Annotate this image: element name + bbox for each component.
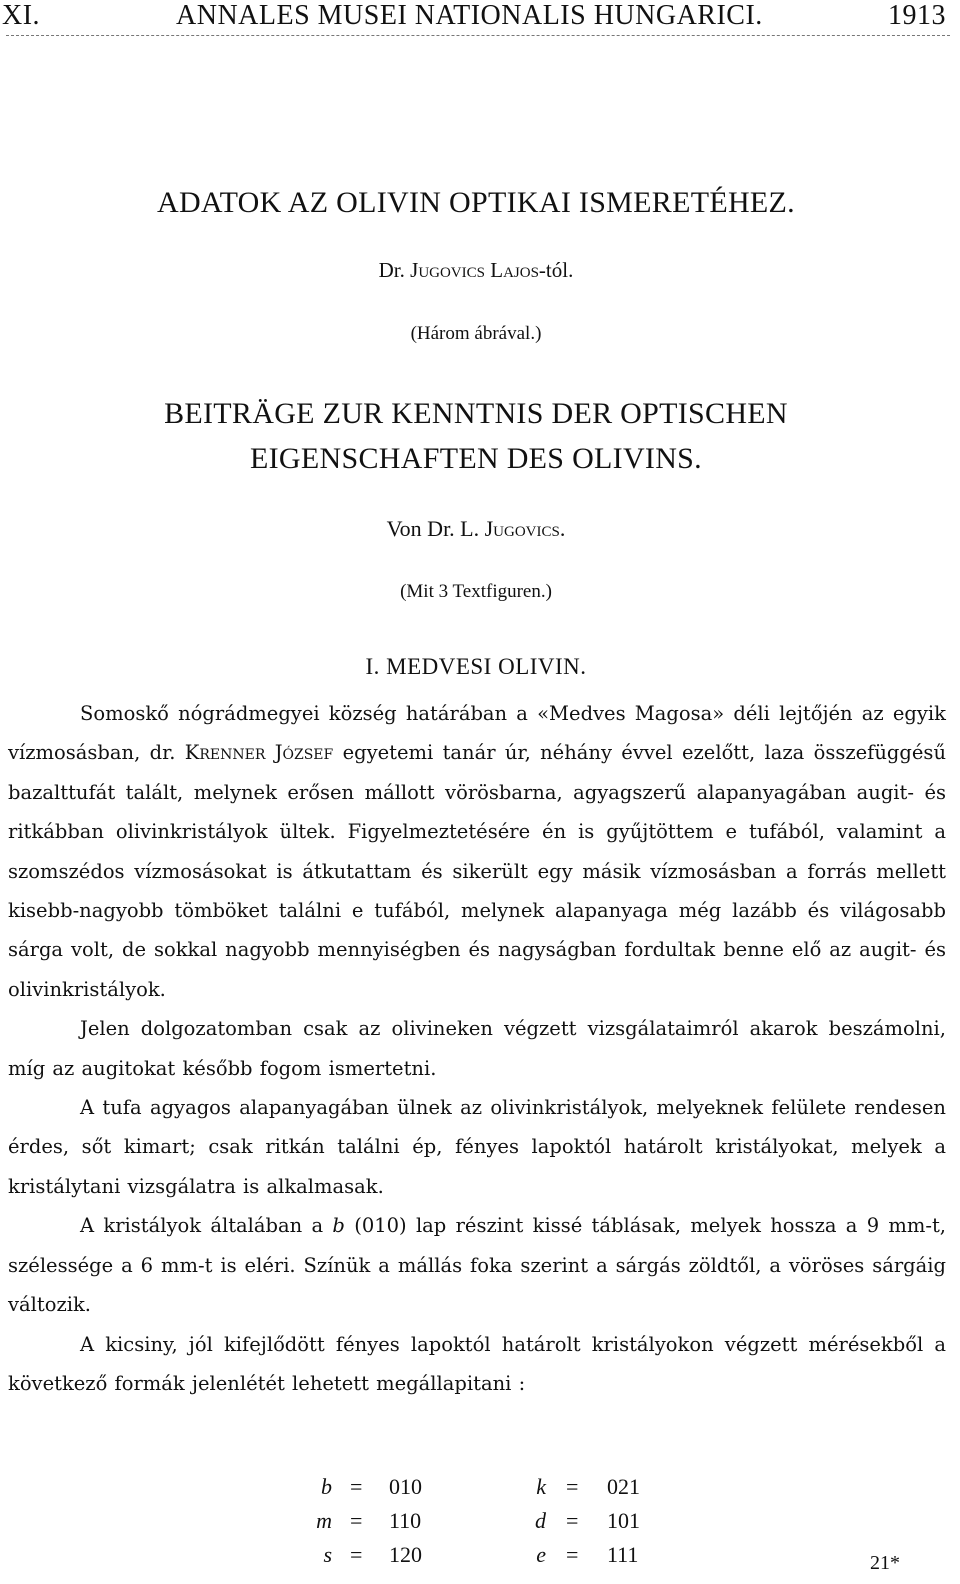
paragraph-text: (010) lap részint kissé táblásak, melyek hossza a 9 mm-t, szélessége a 6 mm-t is eléri. Színük a mállás foka szerint a sárgás zöldtől, a vöröses sárgáig változik.: [8, 1214, 947, 1317]
running-head: [0, 0, 952, 30]
paragraph: Jelen dolgozatomban csak az olivineken végzett vizsgálataimról akarok beszámolni, míg az augitokat később fogom ismertetni.: [8, 1017, 946, 1080]
article-title-de-line-2: EIGENSCHAFTEN DES OLIVINS.: [250, 442, 702, 475]
form-symbol: s: [323, 1542, 332, 1567]
form-symbol: d: [535, 1508, 546, 1533]
figures-note-de: (Mit 3 Textfiguren.): [400, 581, 552, 602]
author-suffix-hu: -tól.: [538, 258, 574, 282]
form-index: 010: [389, 1474, 422, 1499]
form-index: 111: [607, 1542, 639, 1567]
figures-note-hu: (Három ábrával.): [410, 323, 542, 344]
author-name-hu: Jugovics Lajos: [410, 258, 539, 282]
equals-sign: =: [350, 1508, 363, 1533]
article-title-de-line-1: BEITRÄGE ZUR KENNTNIS DER OPTISCHEN: [164, 397, 788, 430]
form-row: [0, 1474, 952, 1504]
article-title-hu: ADATOK AZ OLIVIN OPTIKAI ISMERETÉHEZ.: [157, 186, 795, 219]
form-index: 101: [607, 1508, 640, 1533]
author-prefix-de: Von Dr. L.: [386, 516, 485, 541]
journal-title: ANNALES MUSEI NATIONALIS HUNGARICI.: [176, 0, 763, 31]
author-line-hu: [0, 258, 952, 283]
volume-number: XI.: [2, 0, 41, 31]
paragraph: A tufa agyagos alapanyagában ülnek az olivinkristályok, melyeknek felülete rendesen érdes, sőt kimart; csak ritkán találni ép, fényes lapoktól határolt kristályokat, melyek a kristálytani vizsgálatra is alkalmasak.: [8, 1096, 946, 1198]
form-index: 110: [389, 1508, 422, 1533]
paragraph: [8, 694, 946, 1009]
paragraph-text: egyetemi tanár úr, néhány évvel ezelőtt, laza összefüggésű bazalttufát talált, melynek erősen mállott vörösbarna, agyagszerű alapanyagában augit- és ritkábban olivinkristályok ültek. Figyelmeztetésére én is gyűjtöttem e tufából, valamint a szomszédos vízmosásokat is átkutattam és sikerült egy másik vízmosásban a forrás mellett kisebb-nagyobb tömböket találni e tufából, melynek alapanyaga még lazább és világosabb sárga volt, de sokkal nagyobb mennyiségben és nagyságban fordultak benne elő az augit- és olivinkristályok.: [8, 741, 946, 1001]
year: 1913: [888, 0, 946, 31]
form-index: 120: [389, 1542, 422, 1567]
header-rule: [6, 35, 950, 36]
equals-sign: =: [566, 1474, 579, 1499]
page-number: 21*: [870, 1552, 900, 1574]
face-symbol: b: [332, 1214, 345, 1238]
paragraph-text: A kristályok általában a: [80, 1214, 333, 1238]
form-symbol: m: [316, 1508, 332, 1533]
paragraph: [8, 1206, 946, 1324]
form-index: 021: [607, 1474, 640, 1499]
form-symbol: k: [536, 1474, 546, 1499]
section-heading: I. MEDVESI OLIVIN.: [365, 654, 587, 679]
equals-sign: =: [566, 1542, 579, 1567]
form-symbol: e: [536, 1542, 546, 1567]
paragraph-text: Somoskő nógrádmegyei község határában a «Medves Magosa» déli lejtőjén az egyik vízmosásban, dr.: [8, 702, 946, 765]
body-text: [8, 694, 946, 1403]
author-name-de: Jugovics.: [484, 516, 566, 541]
paragraph: A kicsiny, jól kifejlődött fényes lapoktól határolt kristályokon végzett mérésekből a következő formák jelenlétét lehetett megállapitani :: [8, 1332, 946, 1395]
equals-sign: =: [566, 1508, 579, 1533]
equals-sign: =: [350, 1474, 363, 1499]
author-prefix-hu: Dr.: [378, 258, 411, 282]
form-row: [0, 1542, 952, 1572]
author-line-de: [0, 516, 952, 542]
form-row: [0, 1508, 952, 1538]
person-name: Krenner József: [184, 741, 334, 765]
equals-sign: =: [350, 1542, 363, 1567]
form-symbol: b: [321, 1474, 332, 1499]
